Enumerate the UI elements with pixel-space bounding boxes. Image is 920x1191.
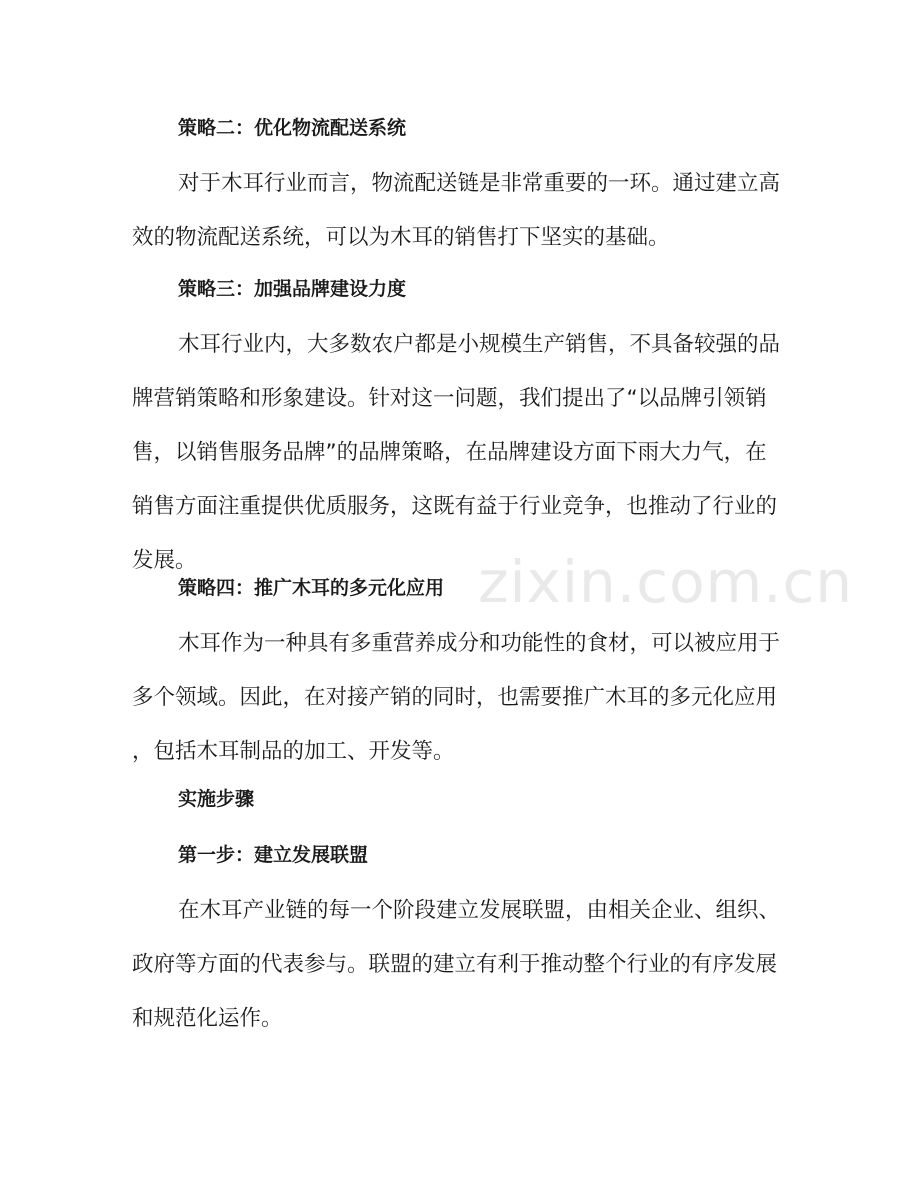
strategy-4-paragraph	[132, 617, 782, 779]
strategy-4-heading: 策略四：推广木耳的多元化应用	[178, 577, 445, 599]
paragraph-line: 木耳行业内，大多数农户都是小规模生产销售，不具备较强的品	[178, 332, 781, 357]
paragraph-line: 销售方面注重提供优质服务，这既有益于行业竞争，也推动了行业的	[132, 494, 778, 519]
paragraph-line: 对于木耳行业而言，物流配送链是非常重要的一环。通过建立高	[178, 171, 781, 196]
paragraph-line: 效的物流配送系统，可以为木耳的销售打下坚实的基础。	[132, 225, 670, 250]
watermark: zixin.com.cn	[478, 548, 854, 616]
strategy-2-heading: 策略二：优化物流配送系统	[178, 117, 407, 139]
strategy-3-paragraph	[132, 318, 782, 588]
strategy-2-paragraph	[132, 157, 782, 265]
paragraph-line: 发展。	[132, 548, 197, 573]
paragraph-line: 和规范化运作。	[132, 1006, 283, 1031]
paragraph-line: 多个领域。因此，在对接产销的同时，也需要推广木耳的多元化应用	[132, 685, 778, 710]
paragraph-line: 在木耳产业链的每一个阶段建立发展联盟，由相关企业、组织、	[178, 898, 781, 923]
step-1-heading: 第一步：建立发展联盟	[178, 844, 369, 866]
implementation-steps-heading: 实施步骤	[178, 788, 255, 810]
paragraph-line: 木耳作为一种具有多重营养成分和功能性的食材，可以被应用于	[178, 631, 781, 656]
paragraph-line: 牌营销策略和形象建设。针对这一问题，我们提出了“以品牌引领销	[132, 386, 767, 411]
strategy-3-heading: 策略三：加强品牌建设力度	[178, 278, 407, 300]
paragraph-line: 政府等方面的代表参与。联盟的建立有利于推动整个行业的有序发展	[132, 952, 778, 977]
paragraph-line: ，包括木耳制品的加工、开发等。	[132, 739, 455, 764]
paragraph-line: 售，以销售服务品牌”的品牌策略，在品牌建设方面下雨大力气，在	[132, 440, 767, 465]
step-1-paragraph	[132, 884, 782, 1046]
